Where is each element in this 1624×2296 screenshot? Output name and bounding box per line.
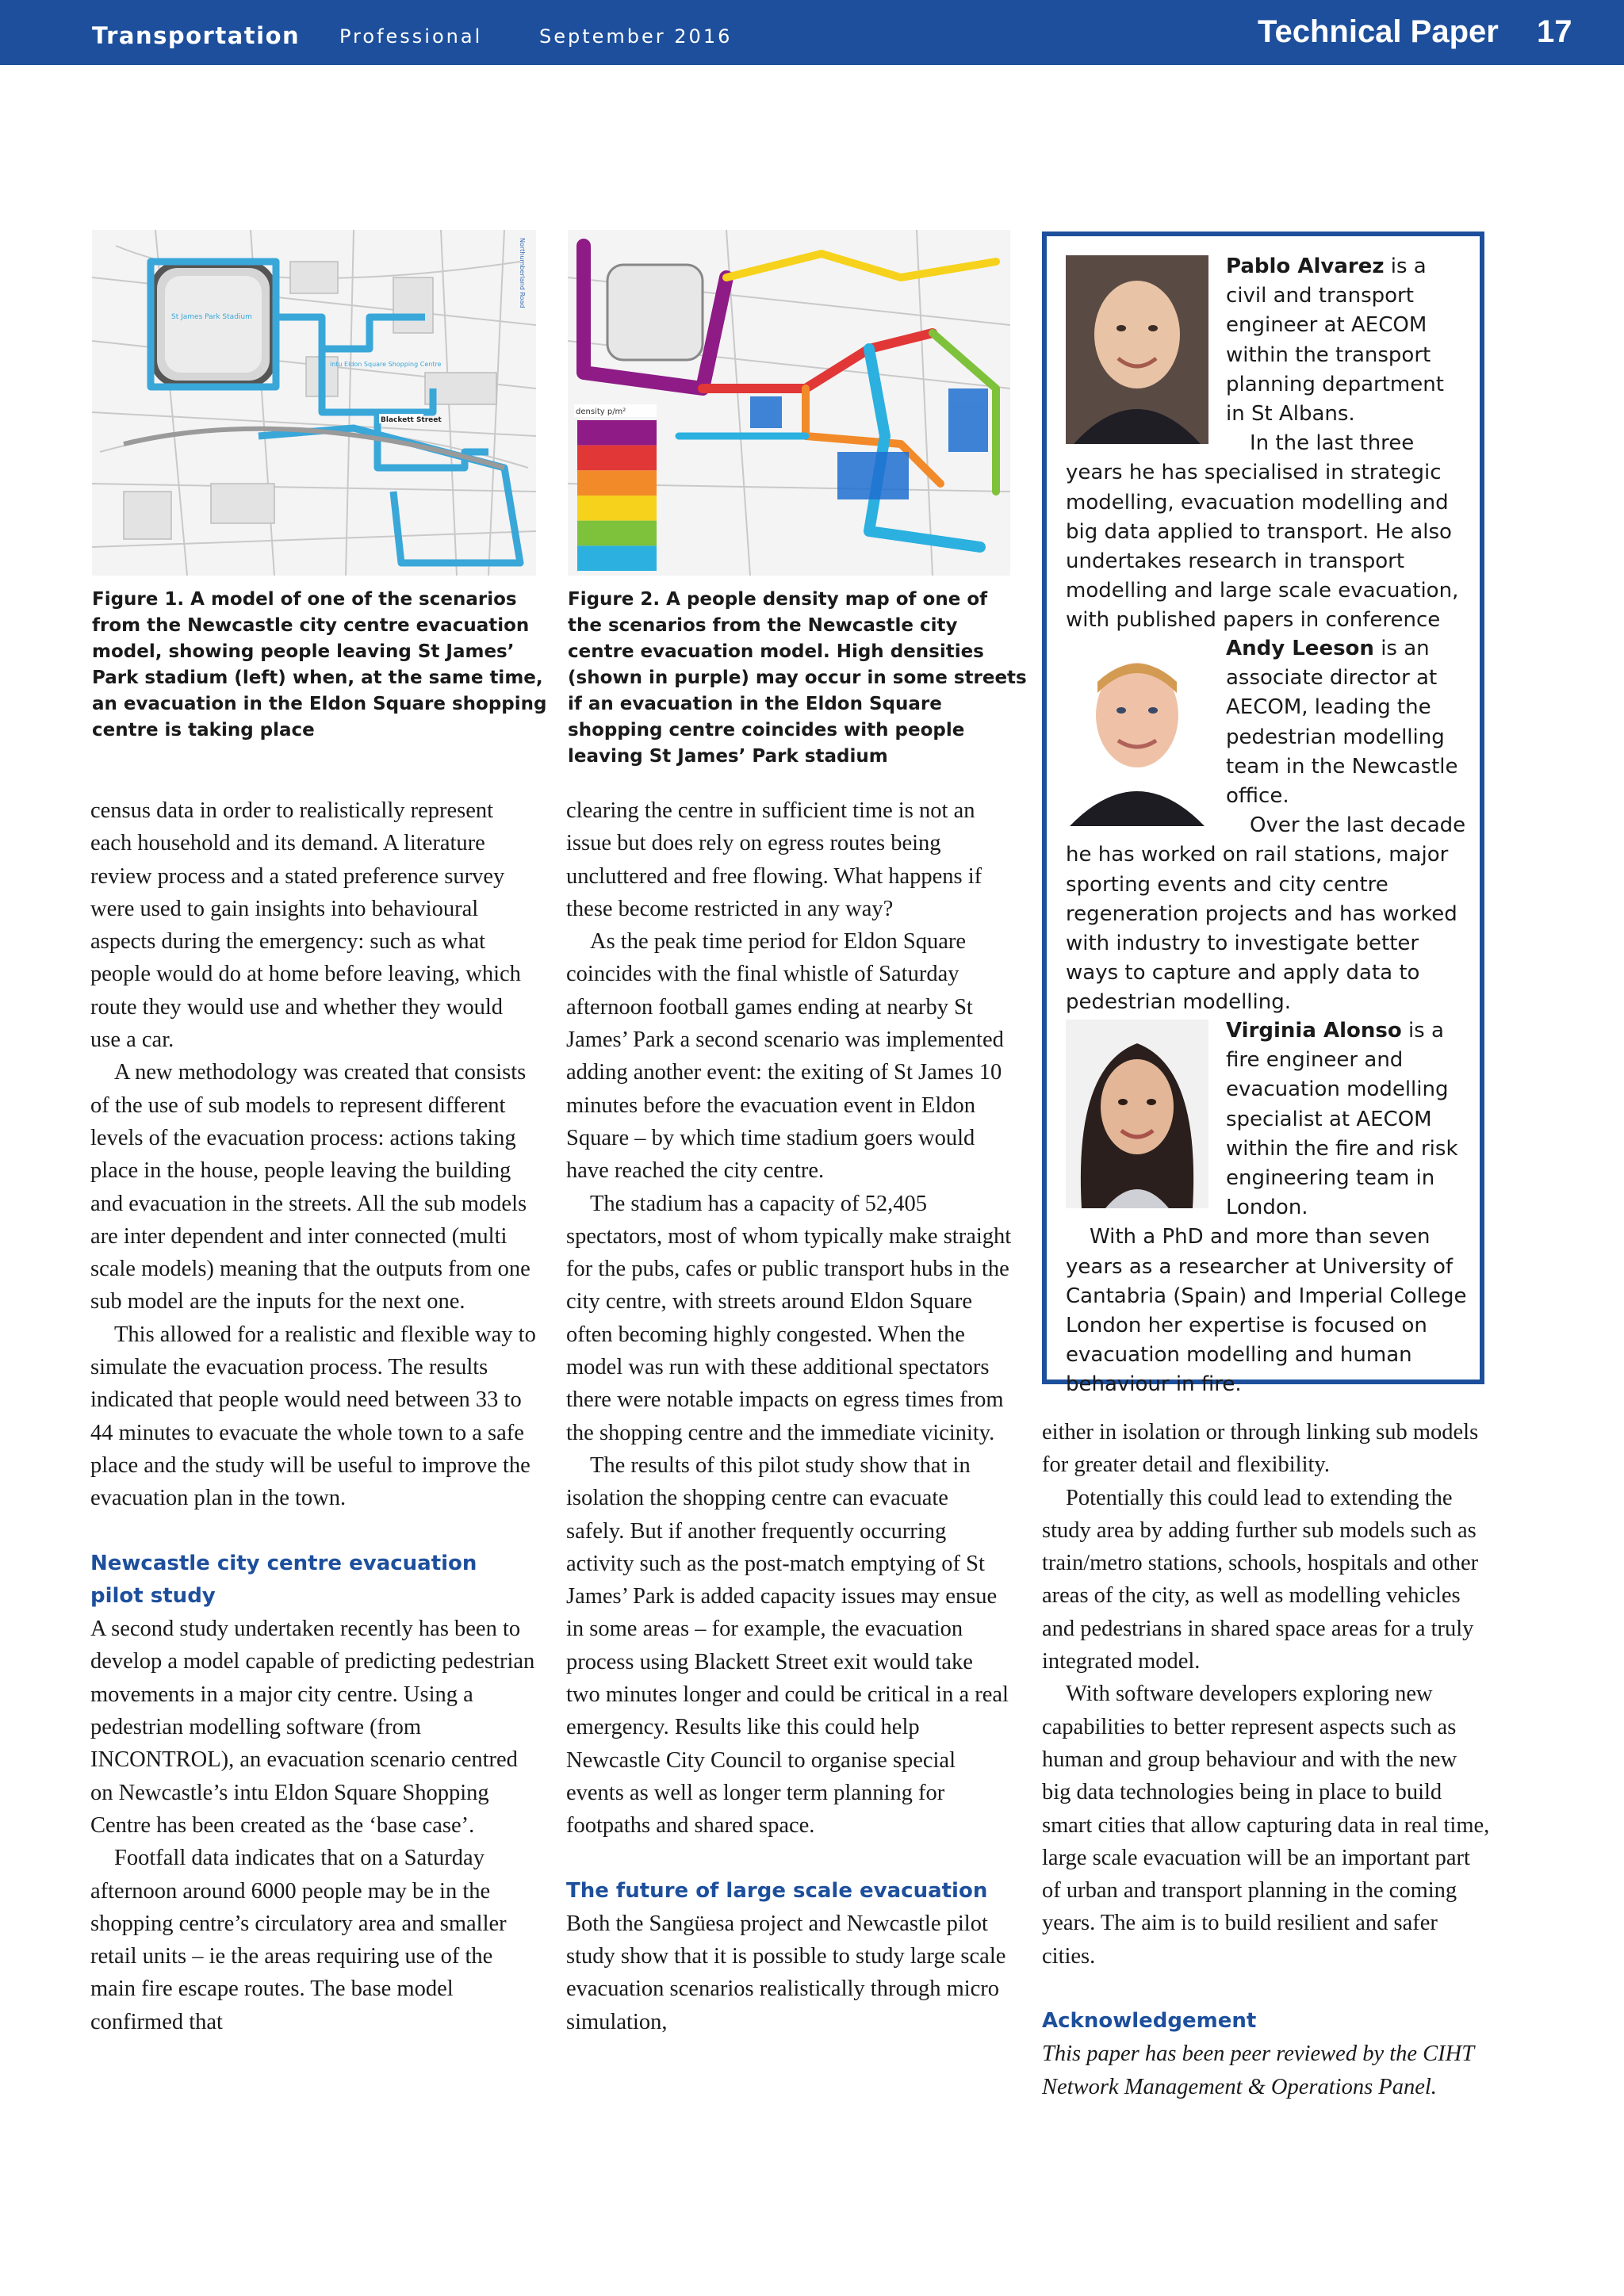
author-portrait-icon — [1066, 637, 1208, 826]
figure-2-density-map — [568, 230, 1010, 576]
body-column-1 — [90, 794, 536, 2038]
author-details: With a PhD and more than seven years as a researcher at University of Cantabria (Spain) and Imperial College London her expertise is focused on evacuation modelling and human behaviour in fire. — [1066, 1225, 1467, 1397]
author-photo — [1066, 255, 1208, 444]
author-portrait-icon — [1066, 1020, 1208, 1208]
density-legend-swatch — [577, 446, 657, 471]
density-legend — [577, 420, 657, 571]
density-legend-swatch — [577, 420, 657, 446]
map-label-blackett-street: Blackett Street — [381, 416, 442, 424]
paragraph: This allowed for a realistic and flexible way to simulate the evacuation process. The results indicated that people would need between 33 to 44 minutes to evacuate the whole town to a safe place and the study will be useful to improve the evacuation plan in the town. — [90, 1322, 536, 1511]
figure-1-map-graphic — [92, 230, 536, 576]
paragraph: census data in order to realistically represent each household and its demand. A literature review process and a stated preference survey were used to gain insights into behavioural aspects during the emergency: such as what people would do at home before leaving, which route they would use and whether they would use a car. — [90, 798, 521, 1053]
section-heading-future: The future of large scale evacuation — [566, 1878, 988, 1903]
body-column-3 — [1042, 1416, 1491, 2103]
author-bio-pablo-alvarez — [1066, 252, 1469, 665]
density-legend-title: density p/m² — [576, 408, 626, 416]
author-photo — [1066, 637, 1208, 826]
paragraph: A new methodology was created that consists of the use of sub models to represent different levels of the evacuation process: actions taking place in the house, people leaving the building and evacuation in the streets. All the sub models are inter dependent and inter connected (multi scale models) meaning that the outputs from one sub model are the inputs for the next one. — [90, 1060, 530, 1314]
density-legend-swatch — [577, 496, 657, 521]
paragraph: As the peak time period for Eldon Square coincides with the final whistle of Saturday afternoon football games ending at nearby St James’ Park a second scenario was implemented adding another event: the exiting of St James 10 minutes before the evacuation event in Eldon Square – by which time stadium goers would have reached the city centre. — [566, 929, 1004, 1184]
author-details: Over the last decade he has worked on rail stations, major sporting events and city centre regeneration projects and has worked with industry to investigate better ways to capture and apply data to pedestrian modelling. — [1066, 813, 1466, 1015]
paragraph: clearing the centre in sufficient time is not an issue but does rely on egress routes being uncluttered and free flowing. What happens if these become restricted in any way? — [566, 798, 982, 921]
paragraph: The stadium has a capacity of 52,405 spectators, most of whom typically make straight for the pubs, cafes or public transport hubs in the city centre, with streets around Eldon Square often becoming highly congested. When the model was run with these additional spectators there were notable impacts on egress times from the shopping centre and the immediate vicinity. — [566, 1191, 1012, 1445]
author-portrait-icon — [1066, 255, 1208, 444]
author-name: Pablo Alvarez — [1226, 254, 1385, 278]
paragraph: Footfall data indicates that on a Saturday afternoon around 6000 people may be in the shopping centre’s circulatory area and smaller retail units – ie the areas requiring use of the main fire escape routes. The base model confirmed that — [90, 1846, 507, 2034]
figure-1-map — [92, 230, 536, 576]
author-name: Virginia Alonso — [1226, 1019, 1402, 1043]
acknowledgement-heading: Acknowledgement — [1042, 2009, 1257, 2034]
figure-2-caption: Figure 2. A people density map of one of the scenarios from the Newcastle city centre evacuation model. High densities (shown in purple) may occur in some streets if an evacuation in the Eldon Square shopping centre coincides with people leaving St James’ Park stadium — [568, 589, 1027, 767]
map-label-northumberland: Northumberland Road — [519, 238, 526, 308]
acknowledgement-text: This paper has been peer reviewed by the CIHT Network Management & Operations Panel. — [1042, 2042, 1474, 2099]
section-heading-newcastle: Newcastle city centre evacuation pilot study — [90, 1551, 477, 1608]
page-number: 17 — [1537, 14, 1572, 49]
map-label-stadium: St James Park Stadium — [171, 313, 252, 321]
paragraph: either in isolation or through linking sub models for greater detail and flexibility. — [1042, 1420, 1479, 1478]
body-column-2 — [566, 794, 1012, 2038]
density-legend-swatch — [577, 521, 657, 546]
map-label-eldon-square: intu Eldon Square Shopping Centre — [330, 361, 442, 368]
density-legend-swatch — [577, 545, 657, 571]
author-details: In the last three years he has specialised in strategic modelling, evacuation modelling and big data applied to transport. He also undertakes research in transport modelling and large scale evacuation, with published papers in conference — [1066, 431, 1459, 633]
author-intro: is a civil and transport engineer at AECOM within the transport planning department in St Albans. — [1226, 254, 1444, 427]
author-bio-andy-leeson — [1066, 634, 1469, 1018]
author-photo — [1066, 1020, 1208, 1208]
section-title: Technical Paper — [1258, 14, 1499, 49]
figure-2-density-graphic — [568, 230, 1010, 576]
paragraph: Both the Sangüesa project and Newcastle pilot study show that it is possible to study large scale evacuation scenarios realistically through micro simulation, — [566, 1911, 1006, 2034]
issue-date: September 2016 — [539, 25, 733, 48]
author-name: Andy Leeson — [1226, 637, 1374, 660]
paragraph: A second study undertaken recently has been to develop a model capable of predicting pedestrian movements in a major city centre. Using a pedestrian modelling software (from INCONTROL), an evacuation scenario centred on Newcastle’s intu Eldon Square Shopping Centre has been created as the ‘base case’. — [90, 1617, 535, 1838]
author-bio-virginia-alonso — [1066, 1016, 1469, 1400]
density-legend-swatch — [577, 470, 657, 496]
author-intro: is a fire engineer and evacuation modelling specialist at AECOM within the fire and risk engineering team in London. — [1226, 1019, 1458, 1220]
paragraph: The results of this pilot study show that in isolation the shopping centre can evacuate safely. But if another frequently occurring activity such as the post-match emptying of St James’ Park is added capacity issues may ensue in some areas – for example, the evacuation process using Blackett Street exit would take two minutes longer and could be critical in a real emergency. Results like this could help Newcastle City Council to organise special events as well as longer term planning for footpaths and shared space. — [566, 1452, 1009, 1839]
magazine-subtitle: Professional — [339, 25, 483, 48]
figure-1-caption: Figure 1. A model of one of the scenarios from the Newcastle city centre evacuation model, showing people leaving St James’ Park stadium (left) when, at the same time, an evacuation in the Eldon Square shopping centre is taking place — [92, 589, 547, 740]
author-intro: is an associate director at AECOM, leading the pedestrian modelling team in the Newcastle office. — [1226, 637, 1458, 809]
paragraph: Potentially this could lead to extending the study area by adding further sub models such as train/metro stations, schools, hospitals and other areas of the city, as well as modelling vehicles and pedestrians in shared space areas for a truly integrated model. — [1042, 1485, 1479, 1674]
page-header — [0, 0, 1624, 65]
paragraph: With software developers exploring new capabilities to better represent aspects such as human and group behaviour and with the new big data technologies being in place to build smart cities that allow capturing data in real time, large scale evacuation will be an important part of urban and transport planning in the coming years. The aim is to build resilient and safer cities. — [1042, 1682, 1490, 1969]
author-bios-box — [1042, 232, 1484, 1397]
magazine-title: Transportation — [92, 22, 301, 49]
